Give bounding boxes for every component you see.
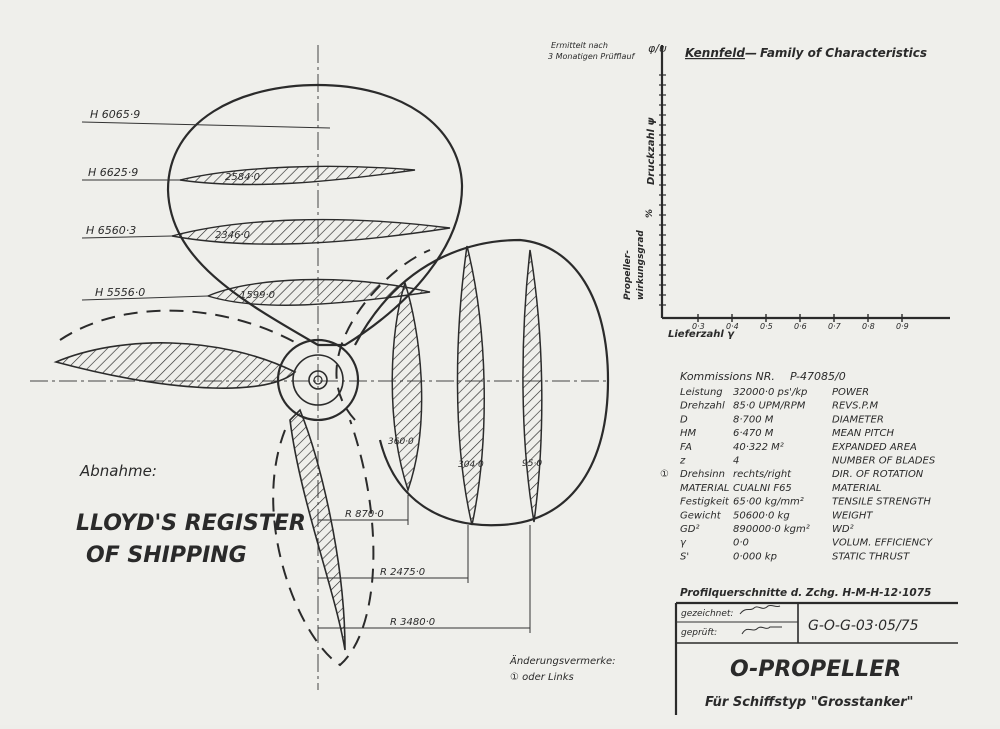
section-label-2: H 6625·9 [88,166,139,179]
upper-blade-outline [168,85,462,345]
spec-en-5: NUMBER OF BLADES [832,455,936,467]
spec-en-12: STATIC THRUST [832,551,910,563]
spec-value-8: 65·00 kg/mm² [733,496,804,508]
chord-label-3: 1599·0 [240,290,275,301]
chart-y-label-bottom-unit: % [645,208,655,218]
spec-label-9: Gewicht [680,510,721,522]
corner-symbols: φ/ψ [648,42,667,55]
radius-label-2: R 2475·0 [380,567,426,578]
acceptance-block [76,462,306,568]
spec-value-3: 6·470 M [733,428,774,440]
spec-en-7: MATERIAL [832,482,882,494]
signature-drawn [740,605,780,614]
spec-label-1: Drehzahl [680,400,725,412]
thickness-section-2 [457,246,484,525]
spec-value-1: 85·0 UPM/RPM [733,400,806,412]
revision-note: ① oder Links [510,672,574,683]
checked-label: geprüft: [681,628,718,638]
chart-title-de: Kennfeld [685,46,745,60]
x-tick-label-3: 0·6 [794,322,807,331]
characteristics-chart [548,41,950,340]
chart-title-sep: — [745,46,757,60]
x-tick-label-4: 0·7 [828,322,841,331]
propeller-drawing [30,45,610,690]
x-tick-label-1: 0·4 [726,322,739,331]
spec-value-4: 40·322 M² [733,441,784,453]
title-block [676,587,958,715]
acceptance-line-1: LLOYD'S REGISTER [76,511,306,536]
x-tick-label-6: 0·9 [896,322,909,331]
leader-h1 [82,122,330,128]
left-blade-dashed-outline [60,311,300,345]
spec-label-12: S' [680,551,690,563]
spec-value-9: 50600·0 kg [733,510,790,522]
spec-label-10: GD² [680,524,700,535]
blade-width-label-2: 304·0 [458,460,484,470]
spec-rows [660,387,936,562]
x-tick-label-5: 0·8 [862,322,875,331]
signature-checked [742,627,782,634]
chart-y-label-bottom-1: Propeller- [623,250,633,300]
spec-value-10: 890000·0 kgm² [733,524,810,535]
radius-label-3: R 3480·0 [390,617,436,628]
commission-value: P-47085/0 [790,370,846,383]
spec-value-7: CUALNI F65 [733,482,792,494]
drawing-subtitle: Für Schiffstyp "Grosstanker" [705,695,914,710]
spec-value-5: 4 [733,455,740,467]
spec-label-2: D [680,414,688,426]
section-label-4: H 5556·0 [95,286,146,299]
revision-label: Änderungsvermerke: [510,656,616,667]
spec-label-7: MATERIAL [680,482,730,494]
revision-notes [509,654,616,683]
spec-mark-6: ① [660,469,669,481]
spec-value-0: 32000·0 ps'/kp [733,387,808,398]
spec-en-11: VOLUM. EFFICIENCY [832,537,933,549]
chord-label-1: 2584·0 [225,172,260,183]
spec-label-4: FA [680,441,693,453]
commission-label: Kommissions NR. [680,370,775,383]
chart-y-label-bottom-2: wirkungsgrad [636,230,646,300]
acceptance-line-2: OF SHIPPING [86,543,247,568]
radius-label-1: R 870·0 [345,509,384,520]
spec-label-8: Festigkeit [680,496,729,508]
spec-label-6: Drehsinn [680,469,725,481]
source-note-line-1: Ermittelt nach [551,41,608,50]
spec-en-10: WD² [832,524,854,535]
spec-label-3: HM [680,428,697,440]
acceptance-heading: Abnahme: [80,462,157,480]
spec-en-6: DIR. OF ROTATION [832,469,924,481]
spec-en-2: DIAMETER [832,414,884,426]
chart-y-label-top: Druckzahl ψ [646,117,657,185]
spec-value-11: 0·0 [733,537,749,549]
spec-en-9: WEIGHT [832,510,873,522]
section-profile-1 [180,166,415,184]
chord-label-2: 2346·0 [215,230,250,241]
spec-value-2: 8·700 M [733,414,774,426]
blade-width-label-1: 360·0 [388,437,414,447]
spec-en-0: POWER [832,387,870,398]
spec-en-1: REVS.P.M [832,400,879,412]
chart-title-en: Family of Characteristics [760,46,928,60]
drawn-label: gezeichnet: [681,609,734,619]
drawing-title: O-PROPELLER [730,657,902,682]
drawing-number: G-O-G-03·05/75 [808,618,919,634]
x-tick-label-0: 0·3 [692,322,705,331]
spec-table [660,370,936,562]
thickness-section-1 [392,283,421,490]
spec-en-8: TENSILE STRENGTH [832,496,931,508]
spec-en-3: MEAN PITCH [832,428,895,440]
section-profile-2 [172,220,450,245]
spec-en-4: EXPANDED AREA [832,441,917,453]
thickness-section-3 [523,250,542,522]
spec-value-12: 0·000 kp [733,551,777,563]
profile-note: Profilquerschnitte d. Zchg. H-M-H-12·1075 [680,587,932,599]
blade-width-label-3: 95·0 [522,459,543,469]
spec-label-0: Leistung [680,387,723,398]
spec-label-11: γ [680,537,686,549]
section-label-3: H 6560·3 [86,224,137,237]
chart-x-label: Lieferzahl γ [668,329,735,340]
source-note-line-2: 3 Monatigen Prüfflauf [548,52,635,61]
x-tick-label-2: 0·5 [760,322,773,331]
spec-value-6: rechts/right [733,469,792,481]
spec-label-5: z [680,455,686,467]
section-label-1: H 6065·9 [90,108,141,121]
